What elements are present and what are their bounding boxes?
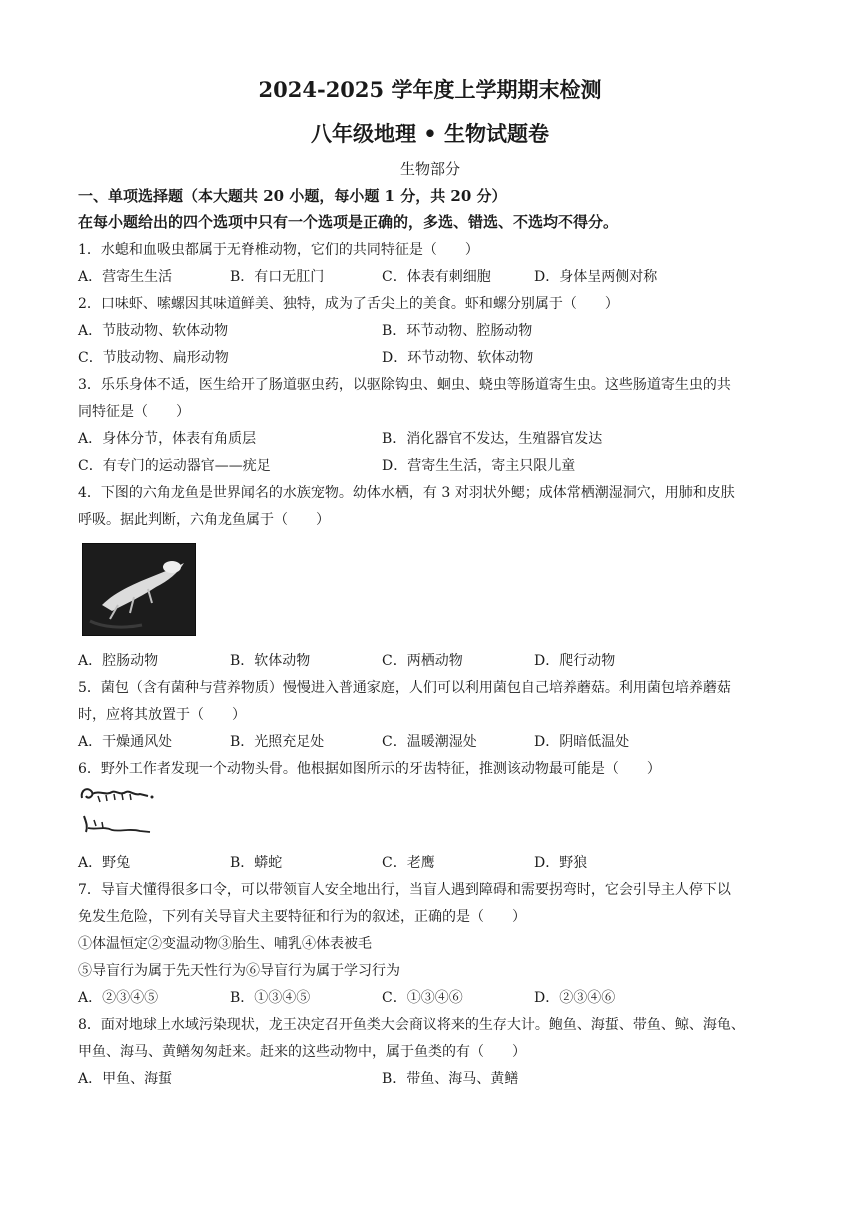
question-7-statements-1: ①体温恒定②变温动物③胎生、哺乳④体表被毛	[78, 936, 372, 952]
question-3-stem-cont: 同特征是（ ）	[78, 404, 190, 420]
question-1-option-d: D．身体呈两侧对称	[534, 269, 658, 285]
question-7-stem: 7．导盲犬懂得很多口令，可以带领盲人安全地出行，当盲人遇到障碍和需要拐弯时，它会引导主人停下以	[78, 882, 731, 898]
question-5-option-b: B．光照充足处	[230, 734, 325, 750]
question-2-option-a: A．节肢动物、软体动物	[78, 323, 229, 339]
question-6-option-b: B．蟒蛇	[230, 855, 283, 871]
question-4-stem: 4．下图的六角龙鱼是世界闻名的水族宠物。幼体水栖，有 3 对羽状外鳃；成体常栖潮湿洞穴，用肺和皮肤	[78, 485, 735, 501]
question-8-option-a: A．甲鱼、海蜇	[78, 1071, 173, 1087]
question-7-option-a: A．②③④⑤	[78, 990, 159, 1006]
question-4-option-a: A．腔肠动物	[78, 653, 159, 669]
question-1-option-c: C．体表有刺细胞	[382, 269, 491, 285]
question-4-option-c: C．两栖动物	[382, 653, 463, 669]
skull-teeth-sketch	[76, 784, 156, 840]
question-5-option-d: D．阴暗低温处	[534, 734, 630, 750]
part-heading: 一、单项选择题（本大题共 20 小题，每小题 1 分，共 20 分）	[78, 187, 507, 205]
section-title: 生物部分	[399, 160, 460, 178]
question-2-option-b: B．环节动物、腔肠动物	[382, 323, 533, 339]
question-6-option-c: C．老鹰	[382, 855, 435, 871]
question-6-option-a: A．野兔	[78, 855, 131, 871]
question-3-option-a: A．身体分节，体表有角质层	[78, 431, 257, 447]
question-6-option-d: D．野狼	[534, 855, 588, 871]
question-4-option-b: B．软体动物	[230, 653, 311, 669]
question-5-stem-cont: 时，应将其放置于（ ）	[78, 707, 246, 723]
question-3-option-b: B．消化器官不发达，生殖器官发达	[382, 431, 603, 447]
question-8-stem-cont: 甲鱼、海马、黄鳝匆匆赶来。赶来的这些动物中，属于鱼类的有（ ）	[78, 1044, 526, 1060]
exam-title: 2024-2025 学年度上学期期末检测	[258, 77, 602, 102]
question-4-stem-cont: 呼吸。据此判断，六角龙鱼属于（ ）	[78, 512, 330, 528]
exam-subtitle: 八年级地理 • 生物试题卷	[310, 121, 550, 146]
question-7-statements-2: ⑤导盲行为属于先天性行为⑥导盲行为属于学习行为	[78, 963, 400, 979]
part-instruction: 在每小题给出的四个选项中只有一个选项是正确的，多选、错选、不选均不得分。	[78, 213, 619, 231]
question-7-option-b: B．①③④⑤	[230, 990, 311, 1006]
question-4-option-d: D．爬行动物	[534, 653, 616, 669]
question-5-option-a: A．干燥通风处	[78, 734, 173, 750]
question-2-option-d: D．环节动物、软体动物	[382, 350, 534, 366]
question-5-option-c: C．温暖潮湿处	[382, 734, 477, 750]
question-3-option-c: C．有专门的运动器官——疣足	[78, 458, 271, 474]
question-8-option-b: B．带鱼、海马、黄鳝	[382, 1071, 519, 1087]
question-5-stem: 5．菌包（含有菌种与营养物质）慢慢进入普通家庭，人们可以利用菌包自己培养蘑菇。利用菌包培养蘑菇	[78, 680, 731, 696]
question-3-stem: 3．乐乐身体不适，医生给开了肠道驱虫药，以驱除钩虫、蛔虫、蛲虫等肠道寄生虫。这些肠道寄生虫的共	[78, 377, 731, 393]
question-2-stem: 2．口味虾、嗦螺因其味道鲜美、独特，成为了舌尖上的美食。虾和螺分别属于（ ）	[78, 296, 619, 312]
question-1-option-a: A．营寄生生活	[78, 269, 173, 285]
axolotl-photo	[82, 543, 196, 636]
question-3-option-d: D．营寄生生活，寄主只限儿童	[382, 458, 576, 474]
question-7-option-d: D．②③④⑥	[534, 990, 616, 1006]
question-7-stem-cont: 免发生危险，下列有关导盲犬主要特征和行为的叙述，正确的是（ ）	[78, 909, 526, 925]
question-7-option-c: C．①③④⑥	[382, 990, 463, 1006]
question-6-stem: 6．野外工作者发现一个动物头骨。他根据如图所示的牙齿特征，推测该动物最可能是（ ）	[78, 761, 661, 777]
question-8-stem: 8．面对地球上水域污染现状，龙王决定召开鱼类大会商议将来的生存大计。鲍鱼、海蜇、带鱼、鲸、海龟、	[78, 1017, 745, 1033]
question-1-stem: 1．水螅和血吸虫都属于无脊椎动物，它们的共同特征是（ ）	[78, 242, 479, 258]
question-2-option-c: C．节肢动物、扁形动物	[78, 350, 229, 366]
question-1-option-b: B．有口无肛门	[230, 269, 325, 285]
